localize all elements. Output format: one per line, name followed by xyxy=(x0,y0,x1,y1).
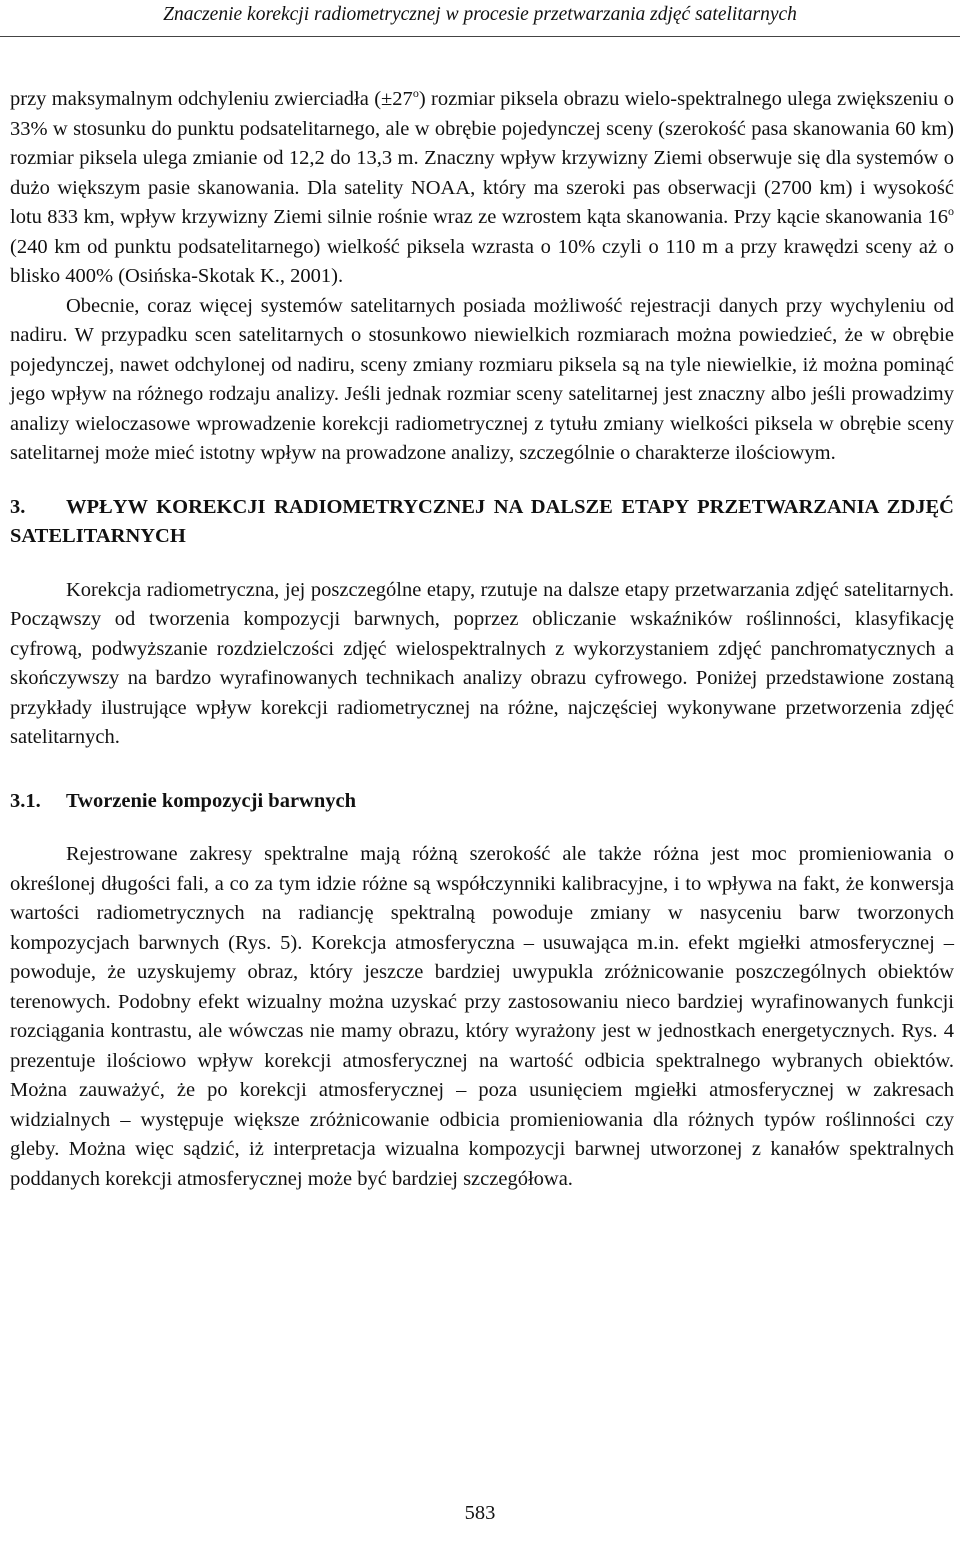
paragraph-4: Rejestrowane zakresy spektralne mają różną szerokość ale także różna jest moc promieniowania o określonej długości fali, a co za tym idzie różne są współczynniki kalibracyjne, i to wpływa na fakt, że konwersja wartości radiometrycznych na radiancję spektralną powoduje zmiany w nasyceniu barw tworzonych kompozycjach barwnych (Rys. 5). Korekcja atmosferyczna – usuwająca m.in. efekt mgiełki atmosferycznej – powoduje, że uzyskujemy obraz, który jeszcze bardziej uwypukla zróżnicowanie poszczególnych obiektów terenowych. Podobny efekt wizualny można uzyskać przy zastosowaniu nieco bardziej wyrafinowanych funkcji rozciągania kontrastu, ale wówczas nie mamy obrazu, który wyrażony jest w jednostkach energetycznych. Rys. 4 prezentuje ilościowo wpływ korekcji atmosferycznej na wartość odbicia spektralnego wybranych obiektów. Można zauważyć, że po korekcji atmosferycznej – poza usunięciem mgiełki atmosferycznej w zakresach widzialnych – występuje większe zróżnicowanie odbicia promieniowania dla różnych typów roślinności czy gleby. Można więc sądzić, iż interpretacja wizualna kompozycji barwnej utworzonej z kanałów spektralnych poddanych korekcji atmosferycznej może być bardziej szczegółowa. xyxy=(10,843,954,1190)
paragraph-1 xyxy=(10,85,954,292)
degree-superscript: o xyxy=(948,204,954,218)
section-3-1-title: Tworzenie kompozycji barwnych xyxy=(66,789,357,812)
paragraph-1-part-a: przy maksymalnym odchyleniu zwierciadła (±27 xyxy=(10,88,413,110)
section-3-1-heading xyxy=(10,787,954,817)
paragraph-3: Korekcja radiometryczna, jej poszczególne etapy, rzutuje na dalsze etapy przetwarzania zdjęć satelitarnych. Począwszy od tworzenia kompozycji barwnych, poprzez obliczanie wskaźników roślinności, klasyfikację cyfrową, podwyższanie rozdzielczości zdjęć wielospektralnych z wykorzystaniem zdjęć panchromatycznych a skończywszy na bardzo wyrafinowanych technikach analizy obrazu cyfrowego. Poniżej przedstawione zostaną przykłady ilustrujące wpływ korekcji radiometrycznej na różne, najczęściej wykonywane przetworzenia zdjęć satelitarnych. xyxy=(10,578,954,748)
paragraph-1-part-b: ) rozmiar piksela obrazu wielo-spektralnego ulega zwiększeniu o 33% w stosunku do punktu podsatelitarnego, ale w obrębie pojedynczej sceny (szerokość pasa skanowania 60 km) rozmiar piksela ulega zmianie od 12,2 do 13,3 m. Znaczny wpływ krzywizny Ziemi obserwuje się dla systemów o dużo większym pasie skanowania. Dla satelity NOAA, który ma szeroki pas obserwacji (2700 km) i wysokość lotu 833 km, wpływ krzywizny Ziemi silnie rośnie wraz ze wzrostem kąta skanowania. Przy kącie skanowania 16 xyxy=(10,88,954,228)
page-number: 583 xyxy=(464,1502,496,1524)
page-body xyxy=(10,85,954,1194)
section-3-1-number: 3.1. xyxy=(10,789,41,812)
paragraph-1-part-c: (240 km od punktu podsatelitarnego) wielkość piksela wzrasta o 10% czyli o 110 m a przy krawędzi sceny aż o blisko 400% (Osińska-Skotak K., 2001). xyxy=(10,235,954,287)
section-3-heading xyxy=(10,493,954,552)
paragraph-2: Obecnie, coraz więcej systemów satelitarnych posiada możliwość rejestracji danych przy wychyleniu od nadiru. W przypadku scen satelitarnych o stosunkowo niewielkich rozmiarach można powiedzieć, że w obrębie pojedynczej, nawet odchylonej od nadiru, sceny zmiany rozmiaru piksela są na tyle niewielkie, iż można pominąć jego wpływ na różnego rodzaju analizy. Jeśli jednak rozmiar sceny satelitarnej jest znaczny albo jeśli prowadzimy analizy wieloczasowe wprowadzenie korekcji radiometrycznej z tytułu zmiany wielkości piksela w obrębie sceny satelitarnej może mieć istotny wpływ na prowadzone analizy, szczególnie o charakterze ilościowym. xyxy=(10,294,954,464)
section-3-number: 3. xyxy=(10,495,26,518)
running-title: Znaczenie korekcji radiometrycznej w procesie przetwarzania zdjęć satelitarnych xyxy=(163,4,797,25)
header-divider xyxy=(0,36,960,37)
degree-superscript: o xyxy=(412,86,419,100)
section-3-title: WPŁYW KOREKCJI RADIOMETRYCZNEJ NA DALSZE ETAPY PRZETWARZANIA ZDJĘĆ SATELITARNYCH xyxy=(10,495,954,547)
